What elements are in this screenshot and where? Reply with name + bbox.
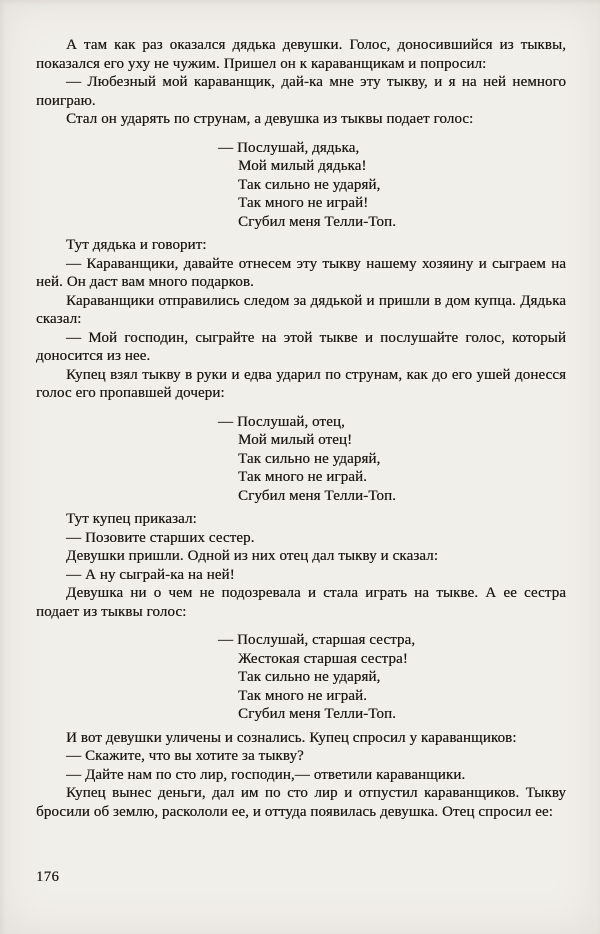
verse-block: [218, 631, 566, 724]
verse-line: Так сильно не ударяй,: [238, 176, 381, 193]
verse-line: — Послушай, старшая сестра,: [218, 632, 416, 648]
paragraph: — Дайте нам по сто лир, господин,— ответили караванщики.: [66, 766, 466, 783]
verse-line: Сгубил меня Телли-Топ.: [238, 487, 396, 504]
paragraph: — Скажите, что вы хотите за тыкву?: [66, 748, 304, 764]
paragraph: — Любезный мой караванщик, дай-ка мне эту тыкву, и я на ней немного поиграю.: [36, 74, 566, 109]
paragraph: Тут дядька и говорит:: [66, 237, 207, 253]
verse-line: Так сильно не ударяй,: [238, 669, 381, 685]
verse-line: Мой милый дядька!: [238, 158, 367, 174]
paragraph: Купец взял тыкву в руки и едва ударил по струнам, как до его ушей донесся голос его пропавшей дочери:: [36, 366, 566, 401]
verse-line: Так много не играй.: [238, 687, 367, 704]
paragraph: — Мой господин, сыграйте на этой тыкве и послушайте голос, который доносится из нее.: [36, 329, 566, 364]
verse-line: Так сильно не ударяй,: [238, 450, 381, 467]
verse-line: — Послушай, отец,: [218, 413, 345, 430]
paragraph: А там как раз оказался дядька девушки. Голос, доносившийся из тыквы, показался его уху не чужим. Пришел он к караванщикам и попросил:: [36, 37, 566, 72]
paragraph: Тут купец приказал:: [66, 511, 197, 527]
verse-line: Мой милый отец!: [238, 432, 353, 448]
verse-line: — Послушай, дядька,: [218, 139, 360, 156]
verse-block: [218, 413, 566, 506]
page-text: [36, 36, 566, 821]
verse-line: Так много не играй.: [238, 469, 367, 485]
paragraph: — А ну сыграй-ка на ней!: [66, 566, 235, 583]
paragraph: Девушка ни о чем не подозревала и стала играть на тыкве. А ее сестра подает из тыквы голос:: [36, 585, 566, 620]
paragraph: Караванщики отправились следом за дядькой и пришли в дом купца. Дядька сказал:: [36, 292, 566, 327]
paragraph: И вот девушки уличены и сознались. Купец спросил у караванщиков:: [66, 729, 517, 746]
paragraph: Девушки пришли. Одной из них отец дал тыкву и сказал:: [66, 548, 438, 564]
paragraph: — Позовите старших сестер.: [66, 529, 255, 546]
paragraph: Купец вынес деньги, дал им по сто лир и отпустил караванщиков. Тыкву бросили об землю, раскололи ее, и оттуда появилась девушка. Отец спросил ее:: [36, 785, 566, 820]
verse-line: Сгубил меня Телли-Топ.: [238, 213, 396, 230]
verse-block: [218, 139, 566, 232]
paragraph: — Караванщики, давайте отнесем эту тыкву нашему хозяину и сыграем на ней. Он даст вам много подарков.: [36, 255, 566, 290]
paragraph: Стал он ударять по струнам, а девушка из тыквы подает голос:: [66, 111, 474, 127]
verse-line: Жестокая старшая сестра!: [238, 650, 408, 667]
page-number: 176: [36, 869, 60, 885]
verse-line: Так много не играй!: [238, 195, 369, 211]
verse-line: Сгубил меня Телли-Топ.: [238, 706, 396, 722]
